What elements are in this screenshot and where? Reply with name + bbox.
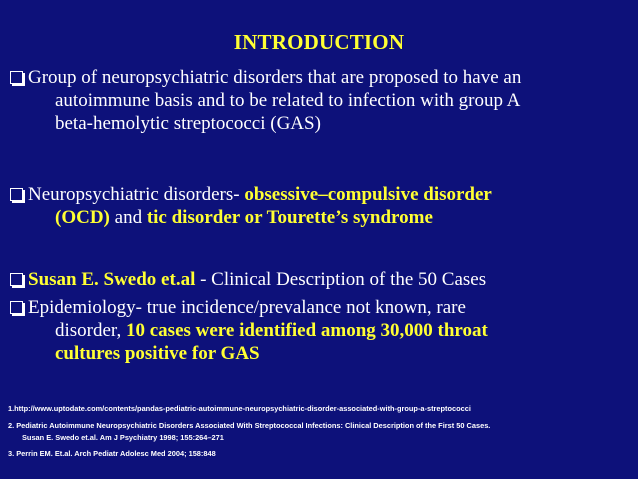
highlight-cultures: cultures positive for GAS [55,343,260,364]
bullet-disorders [10,183,622,229]
square-bullet-icon [10,188,23,201]
bullet-disorders-prefix: Neuropsychiatric disorders- [28,184,245,205]
bullet-epidemiology [10,296,622,365]
bullet-epidemiology-line-1: Epidemiology- true incidence/prevalance not known, rare [28,297,466,318]
bullet-swedo [10,268,622,291]
reference-1: 1.http://www.uptodate.com/contents/pandas-pediatric-autoimmune-neuropsychiatric-disorder-associated-with-group-a-streptococci [8,404,471,413]
highlight-ocd-abbrev: (OCD) [55,207,110,228]
highlight-ocd: obsessive–compulsive disorder [244,184,492,205]
bullet-definition-line-1: Group of neuropsychiatric disorders that are proposed to have an [28,67,522,88]
square-bullet-icon [10,71,23,84]
reference-2: 2. Pediatric Autoimmune Neuropsychiatric Disorders Associated With Streptococcal Infections: Clinical Description of the First 50 Cases. [8,421,491,430]
reference-3: 3. Perrin EM. Et.al. Arch Pediatr Adolesc Med 2004; 158:848 [8,449,216,458]
bullet-swedo-rest: - Clinical Description of the 50 Cases [195,269,487,290]
slide-title: INTRODUCTION [233,30,405,54]
highlight-swedo: Susan E. Swedo et.al [28,269,196,290]
square-bullet-icon [10,273,23,286]
bullet-definition-line-3: beta-hemolytic streptococci (GAS) [55,113,321,134]
reference-2-authors: Susan E. Swedo et.al. Am J Psychiatry 1998; 155:264–271 [22,433,224,442]
highlight-tic-disorder: tic disorder or Tourette’s syndrome [146,207,433,228]
references [8,403,633,460]
bullet-definition-line-2: autoimmune basis and to be related to infection with group A [55,90,521,111]
highlight-cases: 10 cases were identified among 30,000 throat [126,320,488,341]
bullet-epidemiology-line-2-prefix: disorder, [55,320,126,341]
bullet-disorders-and: and [109,207,147,228]
square-bullet-icon [10,301,23,314]
bullet-definition [10,66,622,135]
